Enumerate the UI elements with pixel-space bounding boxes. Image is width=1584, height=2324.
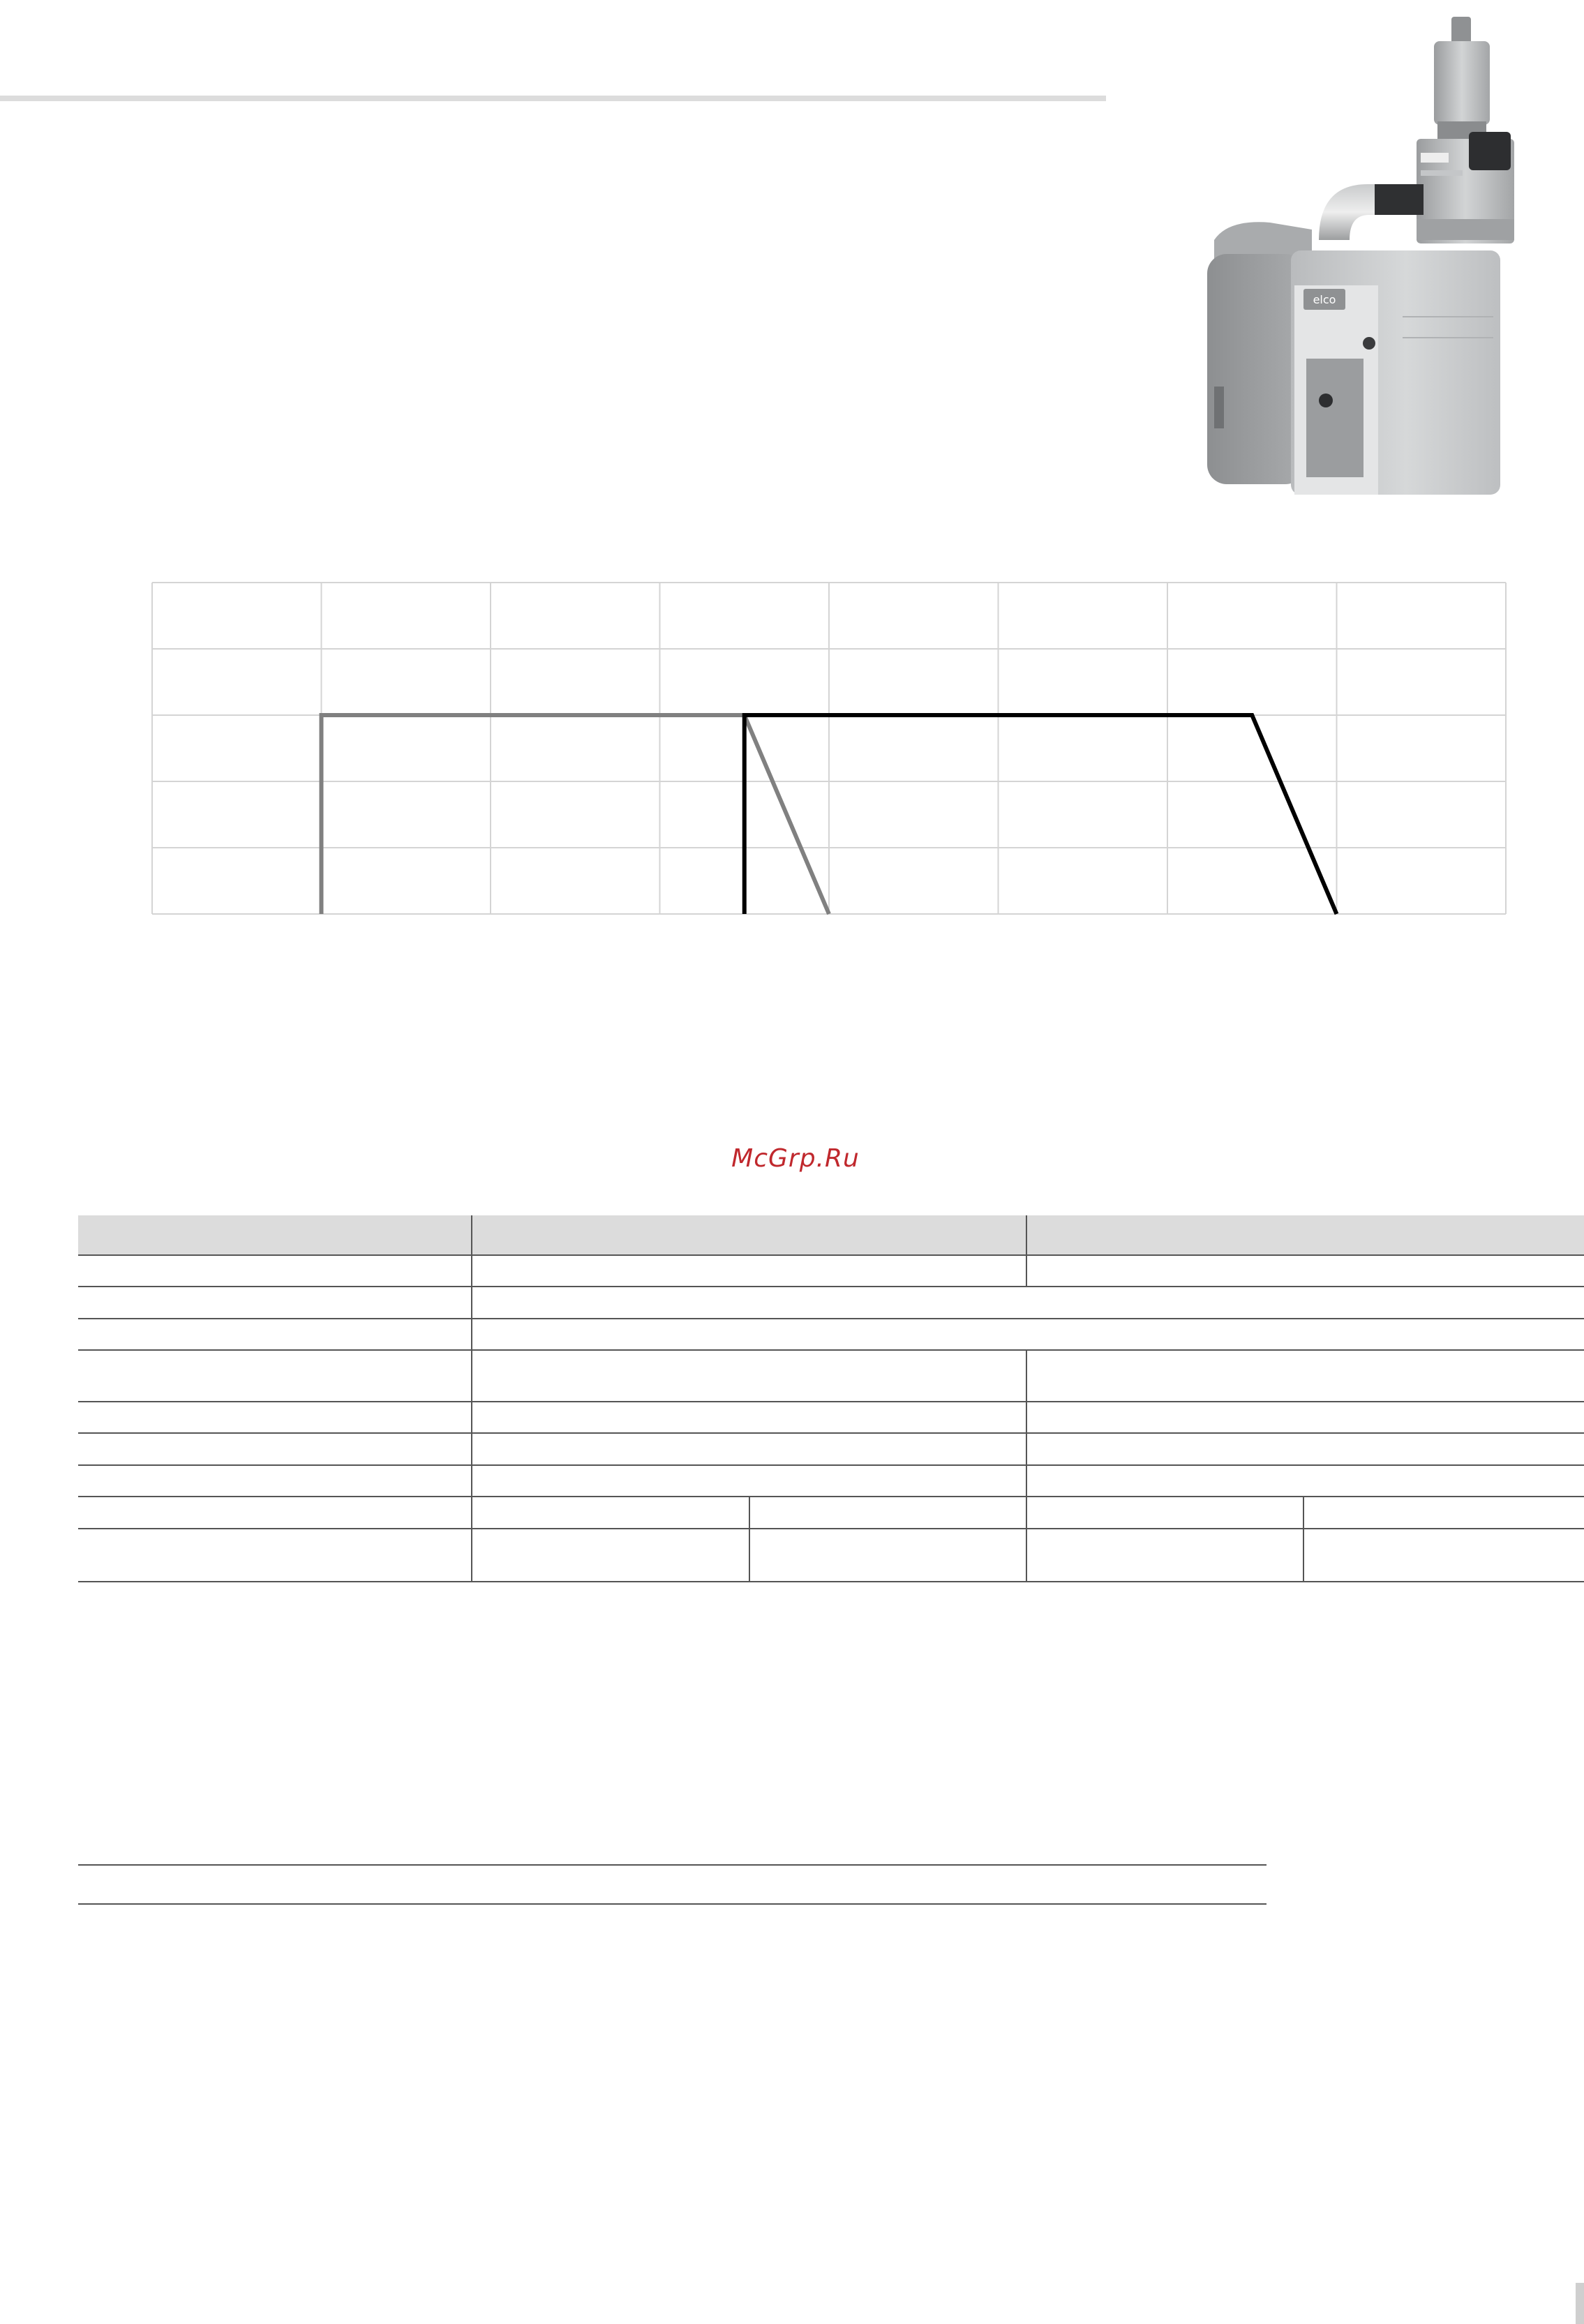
chart-series-line-1 xyxy=(322,715,830,914)
table-column-rule xyxy=(749,1496,750,1581)
table-column-rule xyxy=(1026,1215,1027,1286)
table-row-rule xyxy=(78,1318,1584,1319)
table-row-rule xyxy=(78,1432,1584,1434)
table-row-rule xyxy=(78,1286,1584,1287)
gas-burner-with-valve-train-photo xyxy=(1186,10,1514,498)
table-header-cell xyxy=(472,1215,1026,1254)
table-header-cell xyxy=(78,1215,471,1254)
header-rule xyxy=(0,96,1106,101)
footnote-rule xyxy=(78,1903,1267,1905)
svg-text:elco: elco xyxy=(1313,293,1336,306)
table-row-rule xyxy=(78,1528,1584,1529)
table-row-rule xyxy=(78,1254,1584,1256)
watermark-text: McGrp.Ru xyxy=(731,1144,860,1173)
table-row-rule xyxy=(78,1349,1584,1351)
technical-data-table xyxy=(78,1215,1584,1582)
page-edge-tab xyxy=(1576,2283,1584,2324)
chart-grid xyxy=(152,583,1506,914)
table-column-rule xyxy=(1026,1349,1027,1581)
footnote-rule xyxy=(78,1864,1267,1866)
table-row-rule xyxy=(78,1464,1584,1466)
table-column-rule xyxy=(471,1215,472,1581)
table-header-cell xyxy=(1027,1215,1584,1254)
table-row-rule xyxy=(78,1401,1584,1402)
table-column-rule xyxy=(1303,1496,1304,1581)
table-row-rule xyxy=(78,1496,1584,1497)
chart-series-line-2 xyxy=(745,715,1337,914)
table-row-rule xyxy=(78,1581,1584,1582)
working-range-chart xyxy=(140,572,1521,928)
